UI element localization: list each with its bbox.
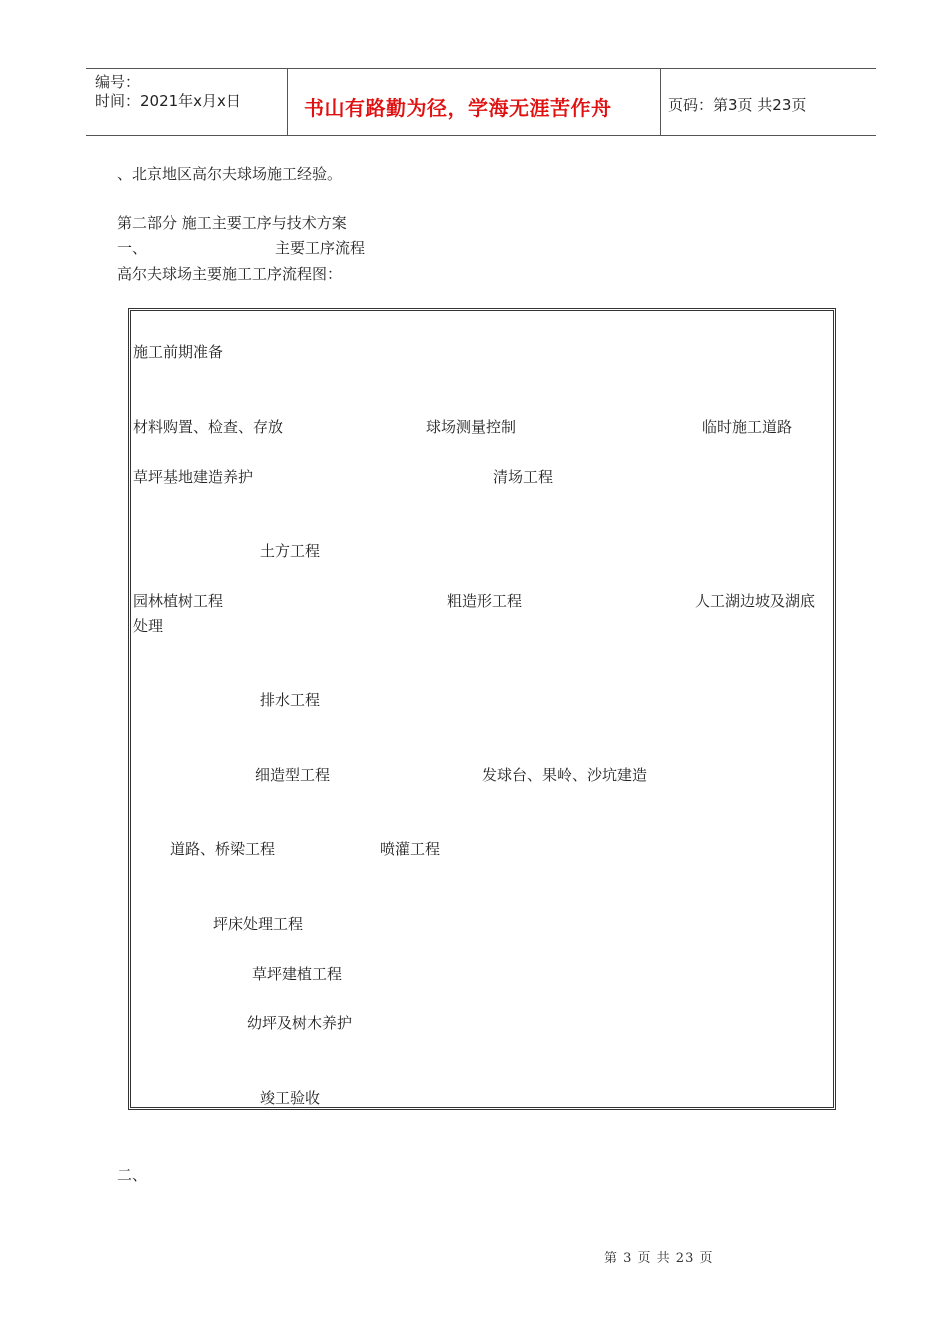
flowchart-box xyxy=(128,308,836,1110)
flow-step-landscape: 园林植树工程 xyxy=(133,592,224,610)
flow-step-temp-road: 临时施工道路 xyxy=(702,418,793,436)
header-bottom-rule xyxy=(86,135,876,136)
flow-step-survey: 球场测量控制 xyxy=(426,418,517,436)
flow-step-maintenance: 幼坪及树木养护 xyxy=(247,1014,353,1032)
flow-step-fine-shaping: 细造型工程 xyxy=(255,766,331,784)
flow-step-turf-base: 草坪基地建造养护 xyxy=(133,468,254,486)
header-top-rule xyxy=(86,68,876,69)
flow-step-earthwork: 土方工程 xyxy=(260,542,321,560)
section-two-number: 二、 xyxy=(117,1166,148,1184)
section-one-number: 一、 xyxy=(117,239,148,257)
section-one-title: 主要工序流程 xyxy=(275,239,366,257)
flow-step-bed-treatment: 坪床处理工程 xyxy=(213,915,304,933)
document-number-label: 编号： xyxy=(95,73,141,91)
intro-line: 、北京地区高尔夫球场施工经验。 xyxy=(117,165,343,183)
header-divider-left xyxy=(287,68,288,136)
flow-step-drainage: 排水工程 xyxy=(260,691,321,709)
flow-step-rough-shaping: 粗造形工程 xyxy=(447,592,523,610)
flow-step-prep: 施工前期准备 xyxy=(133,343,224,361)
flow-step-roads: 道路、桥梁工程 xyxy=(170,840,276,858)
flow-step-lake-continued: 处理 xyxy=(133,617,164,635)
flowchart-title: 高尔夫球场主要施工工序流程图： xyxy=(117,265,343,283)
flow-step-irrigation: 喷灌工程 xyxy=(380,840,441,858)
part-heading: 第二部分 施工主要工序与技术方案 xyxy=(117,214,347,232)
flow-step-materials: 材料购置、检查、存放 xyxy=(133,418,284,436)
flow-step-turf-planting: 草坪建植工程 xyxy=(252,965,343,983)
flow-step-acceptance: 竣工验收 xyxy=(260,1089,321,1107)
footer-page-number: 第 3 页 共 23 页 xyxy=(604,1251,714,1266)
header-page-label: 页码：第3页 共23页 xyxy=(668,96,807,114)
flow-step-clearing: 清场工程 xyxy=(493,468,554,486)
flow-step-tees: 发球台、果岭、沙坑建造 xyxy=(482,766,648,784)
header-motto: 书山有路勤为径，学海无涯苦作舟 xyxy=(304,96,612,120)
document-time-label: 时间：2021年x月x日 xyxy=(95,92,241,110)
flow-step-lake: 人工湖边坡及湖底 xyxy=(695,592,816,610)
header-divider-right xyxy=(660,68,661,136)
